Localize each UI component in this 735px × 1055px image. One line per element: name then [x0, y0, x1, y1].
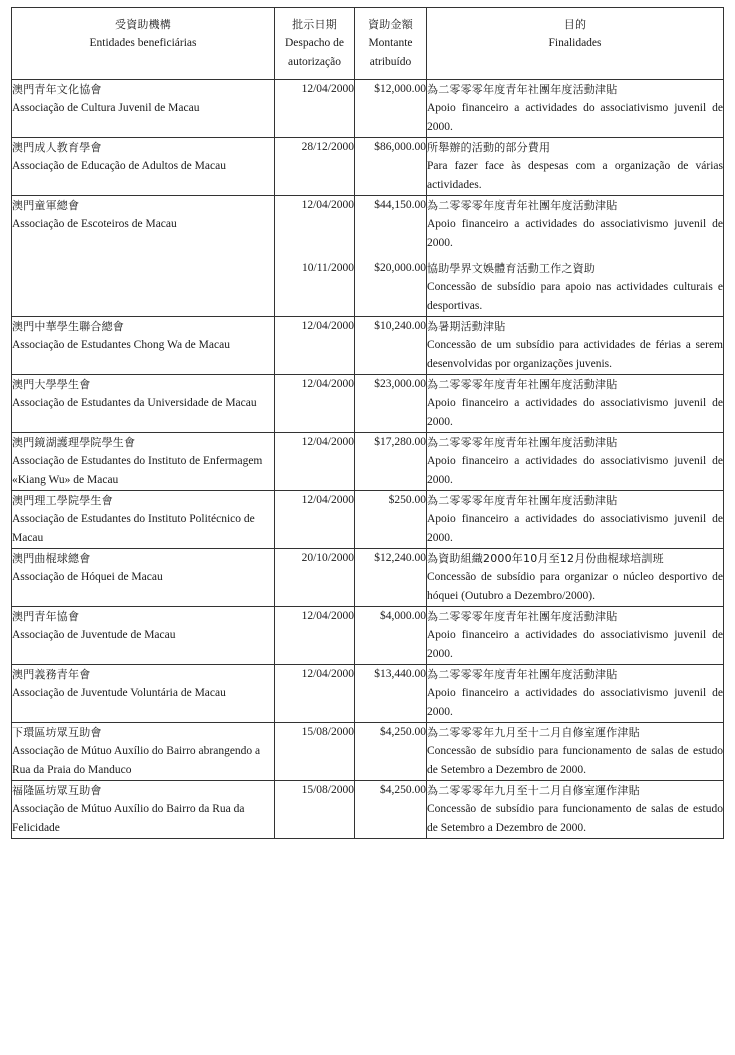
- date-cell: [275, 138, 355, 196]
- purpose-zh: 為二零零零年度青年社團年度活動津貼: [427, 610, 618, 623]
- amount-cell: [355, 491, 427, 549]
- entity-name-zh: 澳門成人教育學會: [12, 141, 102, 154]
- purpose-pt: Concessão de subsídio para funcionamento de salas de estudo de Setembro a Dezembro de 2000.: [427, 745, 723, 776]
- entity-name-pt: Associação de Mútuo Auxílio do Bairro da Rua da Felicidade: [12, 803, 245, 834]
- table-row: [12, 723, 724, 781]
- grant-date: 15/08/2000: [301, 726, 354, 738]
- date-cell: [275, 433, 355, 491]
- header-entity-pt: Entidades beneficiárias: [89, 37, 197, 49]
- purpose-pt: Concessão de subsídio para organizar o núcleo desportivo de hóquei (Outubro a Dezembro/2000).: [427, 571, 723, 602]
- grant-date-block: [275, 665, 354, 684]
- entity-name-pt: Associação de Escoteiros de Macau: [12, 218, 177, 230]
- grant-purpose-block: [427, 723, 723, 780]
- purpose-zh: 所舉辦的活動的部分費用: [427, 141, 551, 154]
- entity-name-pt: Associação de Educação de Adultos de Macau: [12, 160, 226, 172]
- date-cell: [275, 375, 355, 433]
- grant-date: 12/04/2000: [301, 610, 354, 622]
- grant-purpose-block: [427, 607, 723, 664]
- header-amount-pt: Montante atribuído: [368, 37, 413, 68]
- grant-purpose-block: [427, 196, 723, 253]
- grant-amount-block: [355, 80, 426, 99]
- date-cell: [275, 317, 355, 375]
- purpose-cell: [427, 433, 724, 491]
- grant-purpose-block: [427, 138, 723, 195]
- table-row: [12, 375, 724, 433]
- grant-amount: $13,440.00: [374, 668, 426, 680]
- table-row: [12, 80, 724, 138]
- grant-amount-block: [355, 723, 426, 742]
- grant-amount-block: [355, 549, 426, 568]
- grant-date-block: [275, 723, 354, 742]
- date-cell: [275, 549, 355, 607]
- purpose-zh: 為二零零零年度青年社團年度活動津貼: [427, 436, 618, 449]
- date-cell: [275, 491, 355, 549]
- header-entity-zh: 受資助機構: [115, 18, 171, 31]
- date-cell: [275, 196, 355, 317]
- grant-amount: $23,000.00: [374, 378, 426, 390]
- purpose-pt: Para fazer face às despesas com a organização de várias actividades.: [427, 160, 723, 191]
- grant-purpose-block: [427, 781, 723, 838]
- grant-amount-block: [355, 491, 426, 510]
- purpose-pt: Apoio financeiro a actividades do associativismo juvenil de 2000.: [427, 397, 723, 428]
- purpose-zh: 為二零零零年度青年社團年度活動津貼: [427, 199, 618, 212]
- grant-date: 12/04/2000: [301, 436, 354, 448]
- header-purpose: [427, 8, 724, 80]
- grant-date: 12/04/2000: [301, 668, 354, 680]
- entity-name-zh: 福隆區坊眾互助會: [12, 784, 102, 797]
- entity-name-pt: Associação de Estudantes do Instituto de Enfermagem «Kiang Wu» de Macau: [12, 455, 263, 486]
- grant-date-block: [275, 138, 354, 157]
- grant-amount: $4,250.00: [380, 784, 426, 796]
- grant-date: 10/11/2000: [302, 262, 354, 274]
- entity-cell: [12, 723, 275, 781]
- entity-name-pt: Associação de Juventude de Macau: [12, 629, 176, 641]
- grant-date: 28/12/2000: [301, 141, 354, 153]
- grant-amount: $4,000.00: [380, 610, 426, 622]
- grant-date-block: [275, 433, 354, 452]
- grant-date: 12/04/2000: [301, 494, 354, 506]
- entity-name-zh: 澳門青年協會: [12, 610, 80, 623]
- amount-cell: [355, 196, 427, 317]
- grant-amount: $10,240.00: [374, 320, 426, 332]
- purpose-pt: Apoio financeiro a actividades do associativismo juvenil de 2000.: [427, 455, 723, 486]
- date-cell: [275, 723, 355, 781]
- purpose-zh: 為二零零零年度青年社團年度活動津貼: [427, 378, 618, 391]
- purpose-cell: [427, 665, 724, 723]
- entity-name-pt: Associação de Estudantes Chong Wa de Macau: [12, 339, 230, 351]
- grant-date-block: [275, 781, 354, 800]
- table-row: [12, 491, 724, 549]
- entity-cell: [12, 607, 275, 665]
- grant-amount: $17,280.00: [374, 436, 426, 448]
- table-row: [12, 317, 724, 375]
- entity-name-zh: 澳門理工學院學生會: [12, 494, 113, 507]
- grant-amount-block: [355, 317, 426, 336]
- grant-purpose-block: [427, 80, 723, 137]
- entity-name-zh: 澳門曲棍球總會: [12, 552, 91, 565]
- purpose-pt: Concessão de subsídio para funcionamento de salas de estudo de Setembro a Dezembro de 2000.: [427, 803, 723, 834]
- purpose-cell: [427, 375, 724, 433]
- amount-cell: [355, 723, 427, 781]
- purpose-zh: 為暑期活動津貼: [427, 320, 506, 333]
- subsidy-table: [11, 7, 724, 839]
- grant-amount-block: [355, 196, 426, 259]
- entity-name-pt: Associação de Hóquei de Macau: [12, 571, 163, 583]
- table-row: [12, 196, 724, 317]
- grant-purpose-block: [427, 317, 723, 374]
- header-amount: [355, 8, 427, 80]
- grant-date: 12/04/2000: [301, 199, 354, 211]
- grant-amount: $44,150.00: [374, 199, 426, 211]
- entity-cell: [12, 781, 275, 839]
- grant-purpose-block: [427, 491, 723, 548]
- purpose-zh: 為二零零零年度青年社團年度活動津貼: [427, 83, 618, 96]
- grant-date-block: [275, 317, 354, 336]
- purpose-pt: Apoio financeiro a actividades do associativismo juvenil de 2000.: [427, 687, 723, 718]
- amount-cell: [355, 375, 427, 433]
- header-purpose-zh: 目的: [563, 18, 587, 31]
- grant-amount-block: [355, 665, 426, 684]
- header-date: [275, 8, 355, 80]
- amount-cell: [355, 781, 427, 839]
- header-entity: [12, 8, 275, 80]
- table-row: [12, 781, 724, 839]
- purpose-cell: [427, 80, 724, 138]
- purpose-pt: Apoio financeiro a actividades do associativismo juvenil de 2000.: [427, 102, 723, 133]
- grant-amount-block: [355, 781, 426, 800]
- purpose-zh: 為二零零零年九月至十二月自修室運作津貼: [427, 784, 640, 797]
- date-cell: [275, 607, 355, 665]
- purpose-pt: Apoio financeiro a actividades do associativismo juvenil de 2000.: [427, 629, 723, 660]
- amount-cell: [355, 80, 427, 138]
- purpose-zh: 為資助組織2000年10月至12月份曲棍球培訓班: [427, 552, 664, 565]
- grant-purpose-block: [427, 259, 723, 316]
- entity-name-zh: 下環區坊眾互助會: [12, 726, 102, 739]
- grant-date-block: [275, 375, 354, 394]
- purpose-cell: [427, 607, 724, 665]
- table-row: [12, 433, 724, 491]
- entity-name-zh: 澳門義務青年會: [12, 668, 91, 681]
- grant-purpose-block: [427, 665, 723, 722]
- entity-cell: [12, 433, 275, 491]
- grant-date-block: [275, 491, 354, 510]
- table-row: [12, 665, 724, 723]
- purpose-zh: 為二零零零年度青年社團年度活動津貼: [427, 494, 618, 507]
- grant-amount-block: [355, 433, 426, 452]
- purpose-cell: [427, 317, 724, 375]
- entity-cell: [12, 196, 275, 317]
- entity-name-pt: Associação de Cultura Juvenil de Macau: [12, 102, 200, 114]
- purpose-cell: [427, 781, 724, 839]
- entity-name-pt: Associação de Estudantes do Instituto Politécnico de Macau: [12, 513, 255, 544]
- entity-cell: [12, 665, 275, 723]
- grant-date-block: [275, 259, 354, 278]
- header-date-zh: 批示日期: [292, 18, 337, 31]
- grant-date: 12/04/2000: [301, 83, 354, 95]
- entity-name-pt: Associação de Juventude Voluntária de Macau: [12, 687, 226, 699]
- grant-date: 12/04/2000: [301, 320, 354, 332]
- table-header-row: [12, 8, 724, 80]
- grant-amount-block: [355, 259, 426, 278]
- amount-cell: [355, 665, 427, 723]
- purpose-zh: 為二零零零年九月至十二月自修室運作津貼: [427, 726, 640, 739]
- grant-date-block: [275, 196, 354, 259]
- purpose-pt: Apoio financeiro a actividades do associativismo juvenil de 2000.: [427, 513, 723, 544]
- grant-date: 15/08/2000: [301, 784, 354, 796]
- date-cell: [275, 781, 355, 839]
- table-row: [12, 549, 724, 607]
- entity-name-zh: 澳門大學學生會: [12, 378, 91, 391]
- date-cell: [275, 665, 355, 723]
- grant-date: 12/04/2000: [301, 378, 354, 390]
- date-cell: [275, 80, 355, 138]
- grant-amount: $20,000.00: [374, 262, 426, 274]
- entity-name-zh: 澳門中華學生聯合總會: [12, 320, 124, 333]
- grant-date: 20/10/2000: [301, 552, 354, 564]
- grant-amount: $12,240.00: [374, 552, 426, 564]
- purpose-cell: [427, 723, 724, 781]
- purpose-cell: [427, 549, 724, 607]
- grant-purpose-block: [427, 433, 723, 490]
- entity-cell: [12, 80, 275, 138]
- table-row: [12, 607, 724, 665]
- amount-cell: [355, 607, 427, 665]
- purpose-cell: [427, 196, 724, 317]
- amount-cell: [355, 549, 427, 607]
- entity-cell: [12, 549, 275, 607]
- amount-cell: [355, 138, 427, 196]
- table-row: [12, 138, 724, 196]
- purpose-cell: [427, 491, 724, 549]
- purpose-cell: [427, 138, 724, 196]
- entity-name-pt: Associação de Mútuo Auxílio do Bairro abrangendo a Rua da Praia do Manduco: [12, 745, 261, 776]
- grant-purpose-block: [427, 375, 723, 432]
- entity-name-zh: 澳門童軍總會: [12, 199, 80, 212]
- entity-cell: [12, 375, 275, 433]
- header-amount-zh: 資助金額: [368, 18, 413, 31]
- entity-cell: [12, 317, 275, 375]
- purpose-pt: Concessão de um subsídio para actividades de férias a serem desenvolvidas por organizações juvenis.: [427, 339, 723, 370]
- grant-date-block: [275, 549, 354, 568]
- entity-name-pt: Associação de Estudantes da Universidade de Macau: [12, 397, 257, 409]
- grant-amount: $12,000.00: [374, 83, 426, 95]
- amount-cell: [355, 317, 427, 375]
- grant-amount-block: [355, 607, 426, 626]
- grant-date-block: [275, 607, 354, 626]
- grant-amount-block: [355, 375, 426, 394]
- entity-cell: [12, 491, 275, 549]
- grant-date-block: [275, 80, 354, 99]
- purpose-pt: Apoio financeiro a actividades do associativismo juvenil de 2000.: [427, 218, 723, 249]
- grant-amount: $4,250.00: [380, 726, 426, 738]
- purpose-pt: Concessão de subsídio para apoio nas actividades culturais e desportivas.: [427, 281, 723, 312]
- amount-cell: [355, 433, 427, 491]
- grant-amount: $250.00: [388, 494, 426, 506]
- header-date-pt: Despacho de autorização: [284, 37, 345, 68]
- table-body: [12, 80, 724, 839]
- entity-name-zh: 澳門鏡湖護理學院學生會: [12, 436, 136, 449]
- header-purpose-pt: Finalidades: [548, 37, 602, 49]
- grant-amount: $86,000.00: [374, 141, 426, 153]
- entity-cell: [12, 138, 275, 196]
- grant-purpose-block: [427, 549, 723, 606]
- entity-name-zh: 澳門青年文化協會: [12, 83, 102, 96]
- purpose-zh: 協助學界文娛體育活動工作之資助: [427, 262, 595, 275]
- purpose-zh: 為二零零零年度青年社團年度活動津貼: [427, 668, 618, 681]
- grant-amount-block: [355, 138, 426, 157]
